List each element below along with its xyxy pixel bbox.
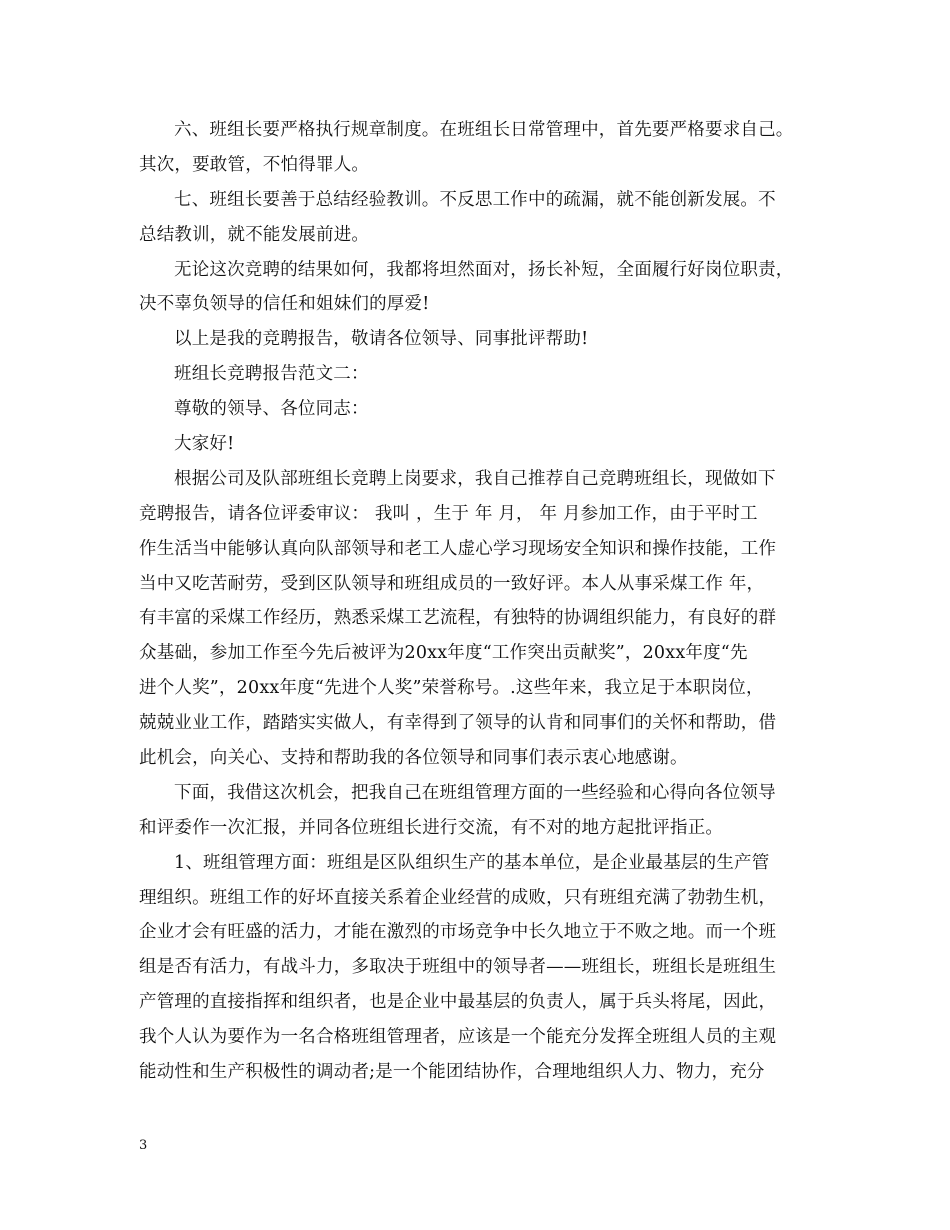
text-line: 和评委作一次汇报，并同各位班组长进行交流，有不对的地方起批评指正。 bbox=[139, 817, 724, 838]
text-line: 竞聘报告，请各位评委审议： 我叫 ，生于 年 月， 年 月参加工作，由于平时工 bbox=[139, 503, 758, 524]
text-line: 六、班组长要严格执行规章制度。在班组长日常管理中，首先要严格要求自己。 bbox=[174, 120, 794, 140]
text-line: 以上是我的竞聘报告，敬请各位领导、同事批评帮助! bbox=[174, 329, 589, 350]
text-line: 下面，我借这次机会，把我自己在班组管理方面的一些经验和心得向各位领导 bbox=[174, 782, 776, 803]
text-line: 企业才会有旺盛的活力，才能在激烈的市场竞争中长久地立于不败之地。而一个班 bbox=[139, 922, 777, 943]
text-line: 此机会，向关心、支持和帮助我的各位领导和同事们表示衷心地感谢。 bbox=[139, 748, 688, 769]
text-line: 兢兢业业工作，踏踏实实做人，有幸得到了领导的认肯和同事们的关怀和帮助，借 bbox=[139, 713, 777, 734]
text-line: 能动性和生产积极性的调动者;是一个能团结协作，合理地组织人力、物力，充分 bbox=[139, 1062, 765, 1083]
text-line: 无论这次竞聘的结果如何，我都将坦然面对，扬长补短，全面履行好岗位职责， bbox=[174, 259, 794, 280]
text-line: 其次，要敢管，不怕得罪人。 bbox=[139, 154, 370, 175]
text-line: 决不辜负领导的信任和姐妹们的厚爱! bbox=[139, 294, 430, 315]
text-line: 七、班组长要善于总结经验教训。不反思工作中的疏漏，就不能创新发展。不 bbox=[174, 189, 776, 210]
text-line: 1、班组管理方面：班组是区队组织生产的基本单位，是企业最基层的生产管 bbox=[174, 852, 770, 873]
text-line: 理组织。班组工作的好坏直接关系着企业经营的成败，只有班组充满了勃勃生机， bbox=[139, 887, 777, 908]
text-line: 产管理的直接指挥和组织者，也是企业中最基层的负责人，属于兵头将尾，因此， bbox=[139, 992, 777, 1013]
text-line: 众基础，参加工作至今先后被评为20xx年度“工作突出贡献奖”，20xx年度“先 bbox=[139, 643, 748, 664]
text-line: 作生活当中能够认真向队部领导和老工人虚心学习现场安全知识和操作技能，工作 bbox=[139, 538, 777, 559]
text-line: 大家好! bbox=[174, 434, 235, 455]
text-line: 进个人奖”，20xx年度“先进个人奖”荣誉称号。.这些年来，我立足于本职岗位， bbox=[139, 678, 764, 699]
document-body bbox=[139, 113, 829, 1090]
page-number: 3 bbox=[139, 1138, 148, 1153]
text-line: 组是否有活力，有战斗力，多取决于班组中的领导者——班组长，班组长是班组生 bbox=[139, 957, 777, 978]
text-line: 我个人认为要作为一名合格班组管理者，应该是一个能充分发挥全班组人员的主观 bbox=[139, 1027, 777, 1048]
text-line: 班组长竞聘报告范文二： bbox=[174, 364, 369, 385]
text-line: 当中又吃苦耐劳，受到区队领导和班组成员的一致好评。本人从事采煤工作 年， bbox=[139, 573, 765, 594]
text-line: 根据公司及队部班组长竞聘上岗要求，我自己推荐自己竞聘班组长，现做如下 bbox=[174, 468, 776, 489]
text-line: 总结教训，就不能发展前进。 bbox=[139, 224, 370, 245]
text-line: 有丰富的采煤工作经历，熟悉采煤工艺流程，有独特的协调组织能力，有良好的群 bbox=[139, 608, 777, 629]
text-line: 尊敬的领导、各位同志： bbox=[174, 399, 369, 420]
